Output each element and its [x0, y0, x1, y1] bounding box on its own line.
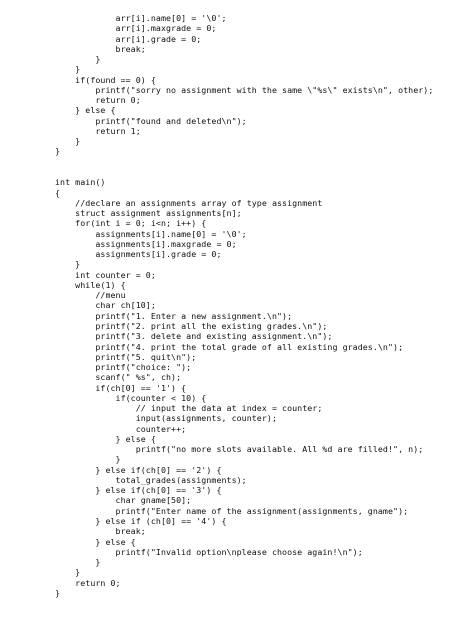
code-line — [55, 157, 433, 167]
code-line: input(assignments, counter); — [55, 413, 277, 424]
code-line: assignments[i].maxgrade = 0; — [55, 238, 237, 249]
code-line: //declare an assignments array of type assignment — [55, 197, 323, 208]
code-line: printf("Enter name of the assignment(assignments, gname"); — [55, 505, 409, 516]
code-line: return 1; — [55, 125, 141, 136]
code-line: printf("2. print all the existing grades.\n"); — [55, 320, 328, 331]
code-line: printf("sorry no assignment with the same \"%s\" exists\n", other); — [55, 84, 434, 95]
code-line: if(ch[0] == '1') { — [55, 382, 187, 393]
code-line: } — [55, 54, 101, 65]
code-line: assignments[i].name[0] = '\0'; — [55, 228, 247, 239]
code-line: printf("3. delete and existing assignment.\n"); — [55, 331, 333, 342]
code-line: } else if (ch[0] == '4') { — [55, 516, 227, 527]
code-line: } else if(ch[0] == '2') { — [55, 464, 222, 475]
code-block — [55, 13, 433, 598]
code-line — [55, 167, 433, 177]
code-line: } — [55, 64, 81, 75]
code-line: printf("5. quit\n"); — [55, 351, 197, 362]
code-line: } — [55, 587, 61, 598]
code-line: arr[i].grade = 0; — [55, 33, 202, 44]
code-line: } — [55, 557, 101, 568]
code-line: printf("choice: "); — [55, 362, 192, 373]
code-line: //menu — [55, 290, 126, 301]
code-line: struct assignment assignments[n]; — [55, 208, 242, 219]
code-line: char gname[50]; — [55, 495, 192, 506]
code-line: } else { — [55, 433, 156, 444]
code-line: total_grades(assignments); — [55, 474, 247, 485]
code-line: } — [55, 454, 121, 465]
code-line: printf("1. Enter a new assignment.\n"); — [55, 310, 293, 321]
code-line: int counter = 0; — [55, 269, 156, 280]
code-line: arr[i].name[0] = '\0'; — [55, 13, 227, 23]
code-line: return 0; — [55, 95, 141, 106]
code-line: } — [55, 146, 61, 157]
code-line: break; — [55, 526, 146, 537]
code-line: } else { — [55, 105, 116, 116]
code-line: return 0; — [55, 577, 121, 588]
code-line: } — [55, 259, 81, 270]
code-line: { — [55, 187, 61, 198]
code-line: printf("no more slots available. All %d are filled!", n); — [55, 444, 424, 455]
code-line: counter++; — [55, 423, 187, 434]
code-line: assignments[i].grade = 0; — [55, 249, 222, 260]
code-line: if(found == 0) { — [55, 74, 156, 85]
code-line: if(counter < 10) { — [55, 392, 207, 403]
code-line: char ch[10]; — [55, 300, 156, 311]
code-line: printf("found and deleted\n"); — [55, 115, 247, 126]
code-line: } — [55, 567, 81, 578]
code-line: printf("4. print the total grade of all existing grades.\n"); — [55, 341, 404, 352]
code-line: } — [55, 136, 81, 147]
code-line: } else { — [55, 536, 136, 547]
code-line: // input the data at index = counter; — [55, 403, 323, 414]
code-line: while(1) { — [55, 279, 126, 290]
code-line: int main() — [55, 177, 106, 188]
code-line: scanf(" %s", ch); — [55, 372, 182, 383]
code-line: printf("Invalid option\nplease choose again!\n"); — [55, 546, 363, 557]
code-line: arr[i].maxgrade = 0; — [55, 23, 217, 34]
code-line: break; — [55, 43, 146, 54]
code-line: } else if(ch[0] == '3') { — [55, 485, 222, 496]
code-line: for(int i = 0; i<n; i++) { — [55, 218, 207, 229]
